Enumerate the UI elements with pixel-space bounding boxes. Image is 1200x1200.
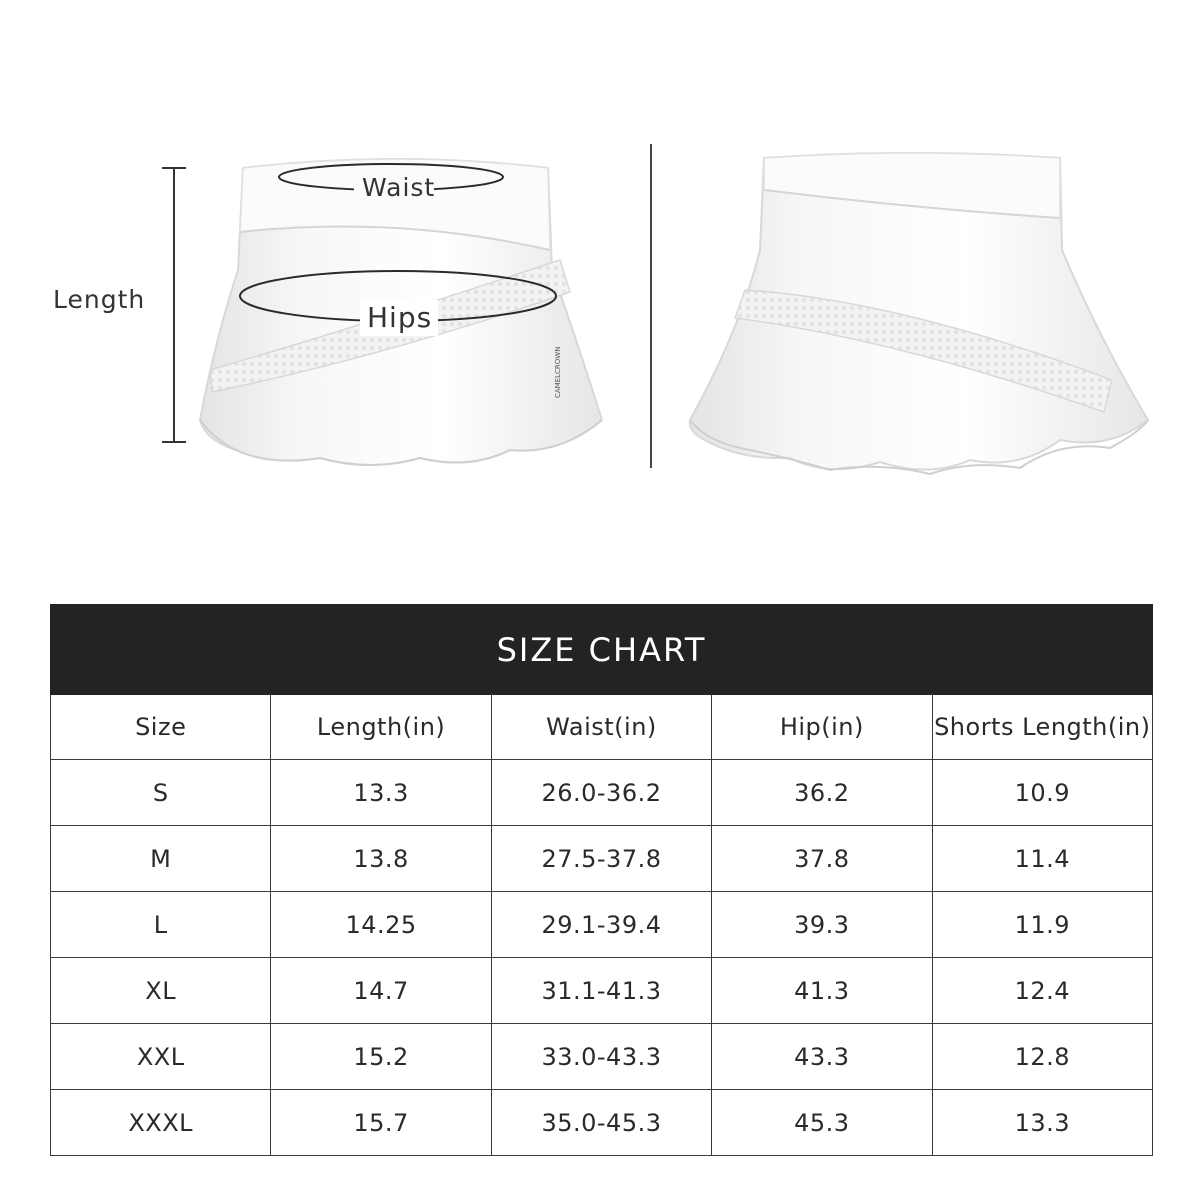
cell-shorts-length: 11.9 xyxy=(932,892,1152,958)
skirt-back xyxy=(690,153,1148,474)
cell-waist: 29.1-39.4 xyxy=(491,892,711,958)
cell-length: 15.7 xyxy=(271,1090,491,1156)
table-row xyxy=(51,760,1153,826)
svg-text:CAMELCROWN: CAMELCROWN xyxy=(554,346,562,398)
cell-hip: 39.3 xyxy=(712,892,932,958)
cell-shorts-length: 11.4 xyxy=(932,826,1152,892)
cell-size: XL xyxy=(51,958,271,1024)
header-size: Size xyxy=(51,695,271,760)
header-waist: Waist(in) xyxy=(491,695,711,760)
cell-hip: 41.3 xyxy=(712,958,932,1024)
cell-waist: 35.0-45.3 xyxy=(491,1090,711,1156)
cell-shorts-length: 12.4 xyxy=(932,958,1152,1024)
cell-size: S xyxy=(51,760,271,826)
skirt-illustration xyxy=(0,0,1200,560)
hips-label: Hips xyxy=(367,301,433,334)
size-chart-title: SIZE CHART xyxy=(51,605,1153,695)
waist-label: Waist xyxy=(362,173,436,202)
cell-shorts-length: 12.8 xyxy=(932,1024,1152,1090)
cell-size: M xyxy=(51,826,271,892)
cell-shorts-length: 10.9 xyxy=(932,760,1152,826)
cell-size: XXXL xyxy=(51,1090,271,1156)
cell-size: L xyxy=(51,892,271,958)
cell-hip: 43.3 xyxy=(712,1024,932,1090)
cell-size: XXL xyxy=(51,1024,271,1090)
table-row xyxy=(51,958,1153,1024)
cell-waist: 27.5-37.8 xyxy=(491,826,711,892)
cell-waist: 33.0-43.3 xyxy=(491,1024,711,1090)
size-chart-table xyxy=(50,604,1153,1156)
cell-waist: 31.1-41.3 xyxy=(491,958,711,1024)
length-measure xyxy=(162,168,186,442)
table-row xyxy=(51,1090,1153,1156)
cell-hip: 37.8 xyxy=(712,826,932,892)
table-header-row xyxy=(51,695,1153,760)
header-shorts-length: Shorts Length(in) xyxy=(932,695,1152,760)
table-row xyxy=(51,826,1153,892)
cell-hip: 36.2 xyxy=(712,760,932,826)
cell-shorts-length: 13.3 xyxy=(932,1090,1152,1156)
header-hip: Hip(in) xyxy=(712,695,932,760)
cell-length: 15.2 xyxy=(271,1024,491,1090)
cell-length: 14.25 xyxy=(271,892,491,958)
cell-length: 14.7 xyxy=(271,958,491,1024)
table-row xyxy=(51,892,1153,958)
cell-waist: 26.0-36.2 xyxy=(491,760,711,826)
table-row xyxy=(51,1024,1153,1090)
cell-length: 13.8 xyxy=(271,826,491,892)
cell-hip: 45.3 xyxy=(712,1090,932,1156)
length-label: Length xyxy=(53,285,146,314)
cell-length: 13.3 xyxy=(271,760,491,826)
header-length: Length(in) xyxy=(271,695,491,760)
